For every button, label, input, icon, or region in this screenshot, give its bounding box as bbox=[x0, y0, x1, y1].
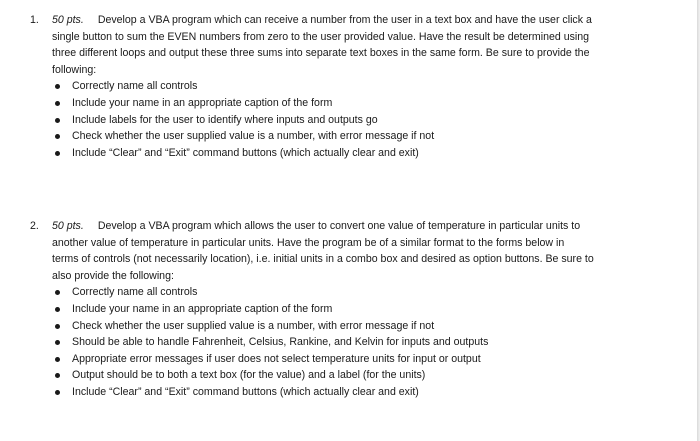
bullet-icon bbox=[55, 134, 60, 139]
question-1 bbox=[0, 12, 660, 161]
requirement-item: Include “Clear” and “Exit” command buttons (which actually clear and exit) bbox=[52, 145, 660, 162]
question-intro-line: three different loops and output these three sums into separate text boxes in the same form. Be sure to provide the bbox=[52, 47, 590, 60]
bullet-icon bbox=[55, 307, 60, 312]
requirement-item: Should be able to handle Fahrenheit, Celsius, Rankine, and Kelvin for inputs and outputs bbox=[52, 334, 660, 351]
requirements-list bbox=[52, 78, 660, 161]
question-body bbox=[52, 218, 660, 401]
requirement-item: Check whether the user supplied value is a number, with error message if not bbox=[52, 318, 660, 335]
question-body bbox=[52, 12, 660, 161]
bullet-icon bbox=[55, 373, 60, 378]
bullet-icon bbox=[55, 340, 60, 345]
requirement-item: Include your name in an appropriate caption of the form bbox=[52, 301, 660, 318]
requirement-item: Correctly name all controls bbox=[52, 78, 660, 95]
question-points: 50 pts. bbox=[52, 14, 84, 26]
question-intro-line: another value of temperature in particular units. Have the program be of a similar format to the forms below in bbox=[52, 236, 565, 249]
question-intro-line: 50 pts. Develop a VBA program which can receive a number from the user in a text box and have the user click a bbox=[52, 14, 592, 26]
question-intro-line: terms of controls (not necessarily location), i.e. initial units in a combo box and desired as option buttons. Be sure to bbox=[52, 253, 594, 266]
question-intro-line: also provide the following: bbox=[52, 269, 174, 282]
question-intro-line: following: bbox=[52, 63, 97, 76]
requirement-item: Check whether the user supplied value is a number, with error message if not bbox=[52, 128, 660, 145]
question-number: 2. bbox=[30, 220, 39, 232]
bullet-icon bbox=[55, 357, 60, 362]
bullet-icon bbox=[55, 290, 60, 295]
bullet-icon bbox=[55, 151, 60, 156]
bullet-icon bbox=[55, 101, 60, 106]
bullet-icon bbox=[55, 118, 60, 123]
bullet-icon bbox=[55, 324, 60, 329]
question-2 bbox=[0, 218, 660, 401]
question-points: 50 pts. bbox=[52, 220, 84, 232]
bullet-icon bbox=[55, 390, 60, 395]
question-number: 1. bbox=[30, 14, 39, 26]
requirement-item: Correctly name all controls bbox=[52, 284, 660, 301]
requirement-item: Include “Clear” and “Exit” command buttons (which actually clear and exit) bbox=[52, 384, 660, 401]
question-intro-line: 50 pts. Develop a VBA program which allows the user to convert one value of temperature in particular units to bbox=[52, 220, 581, 232]
requirement-item: Output should be to both a text box (for the value) and a label (for the units) bbox=[52, 367, 660, 384]
requirement-item: Include labels for the user to identify where inputs and outputs go bbox=[52, 112, 660, 129]
bullet-icon bbox=[55, 84, 60, 89]
requirement-item: Include your name in an appropriate caption of the form bbox=[52, 95, 660, 112]
requirement-item: Appropriate error messages if user does not select temperature units for input or output bbox=[52, 351, 660, 368]
requirements-list bbox=[52, 284, 660, 400]
question-intro-line: single button to sum the EVEN numbers from zero to the user provided value. Have the result be determined using bbox=[52, 30, 590, 43]
